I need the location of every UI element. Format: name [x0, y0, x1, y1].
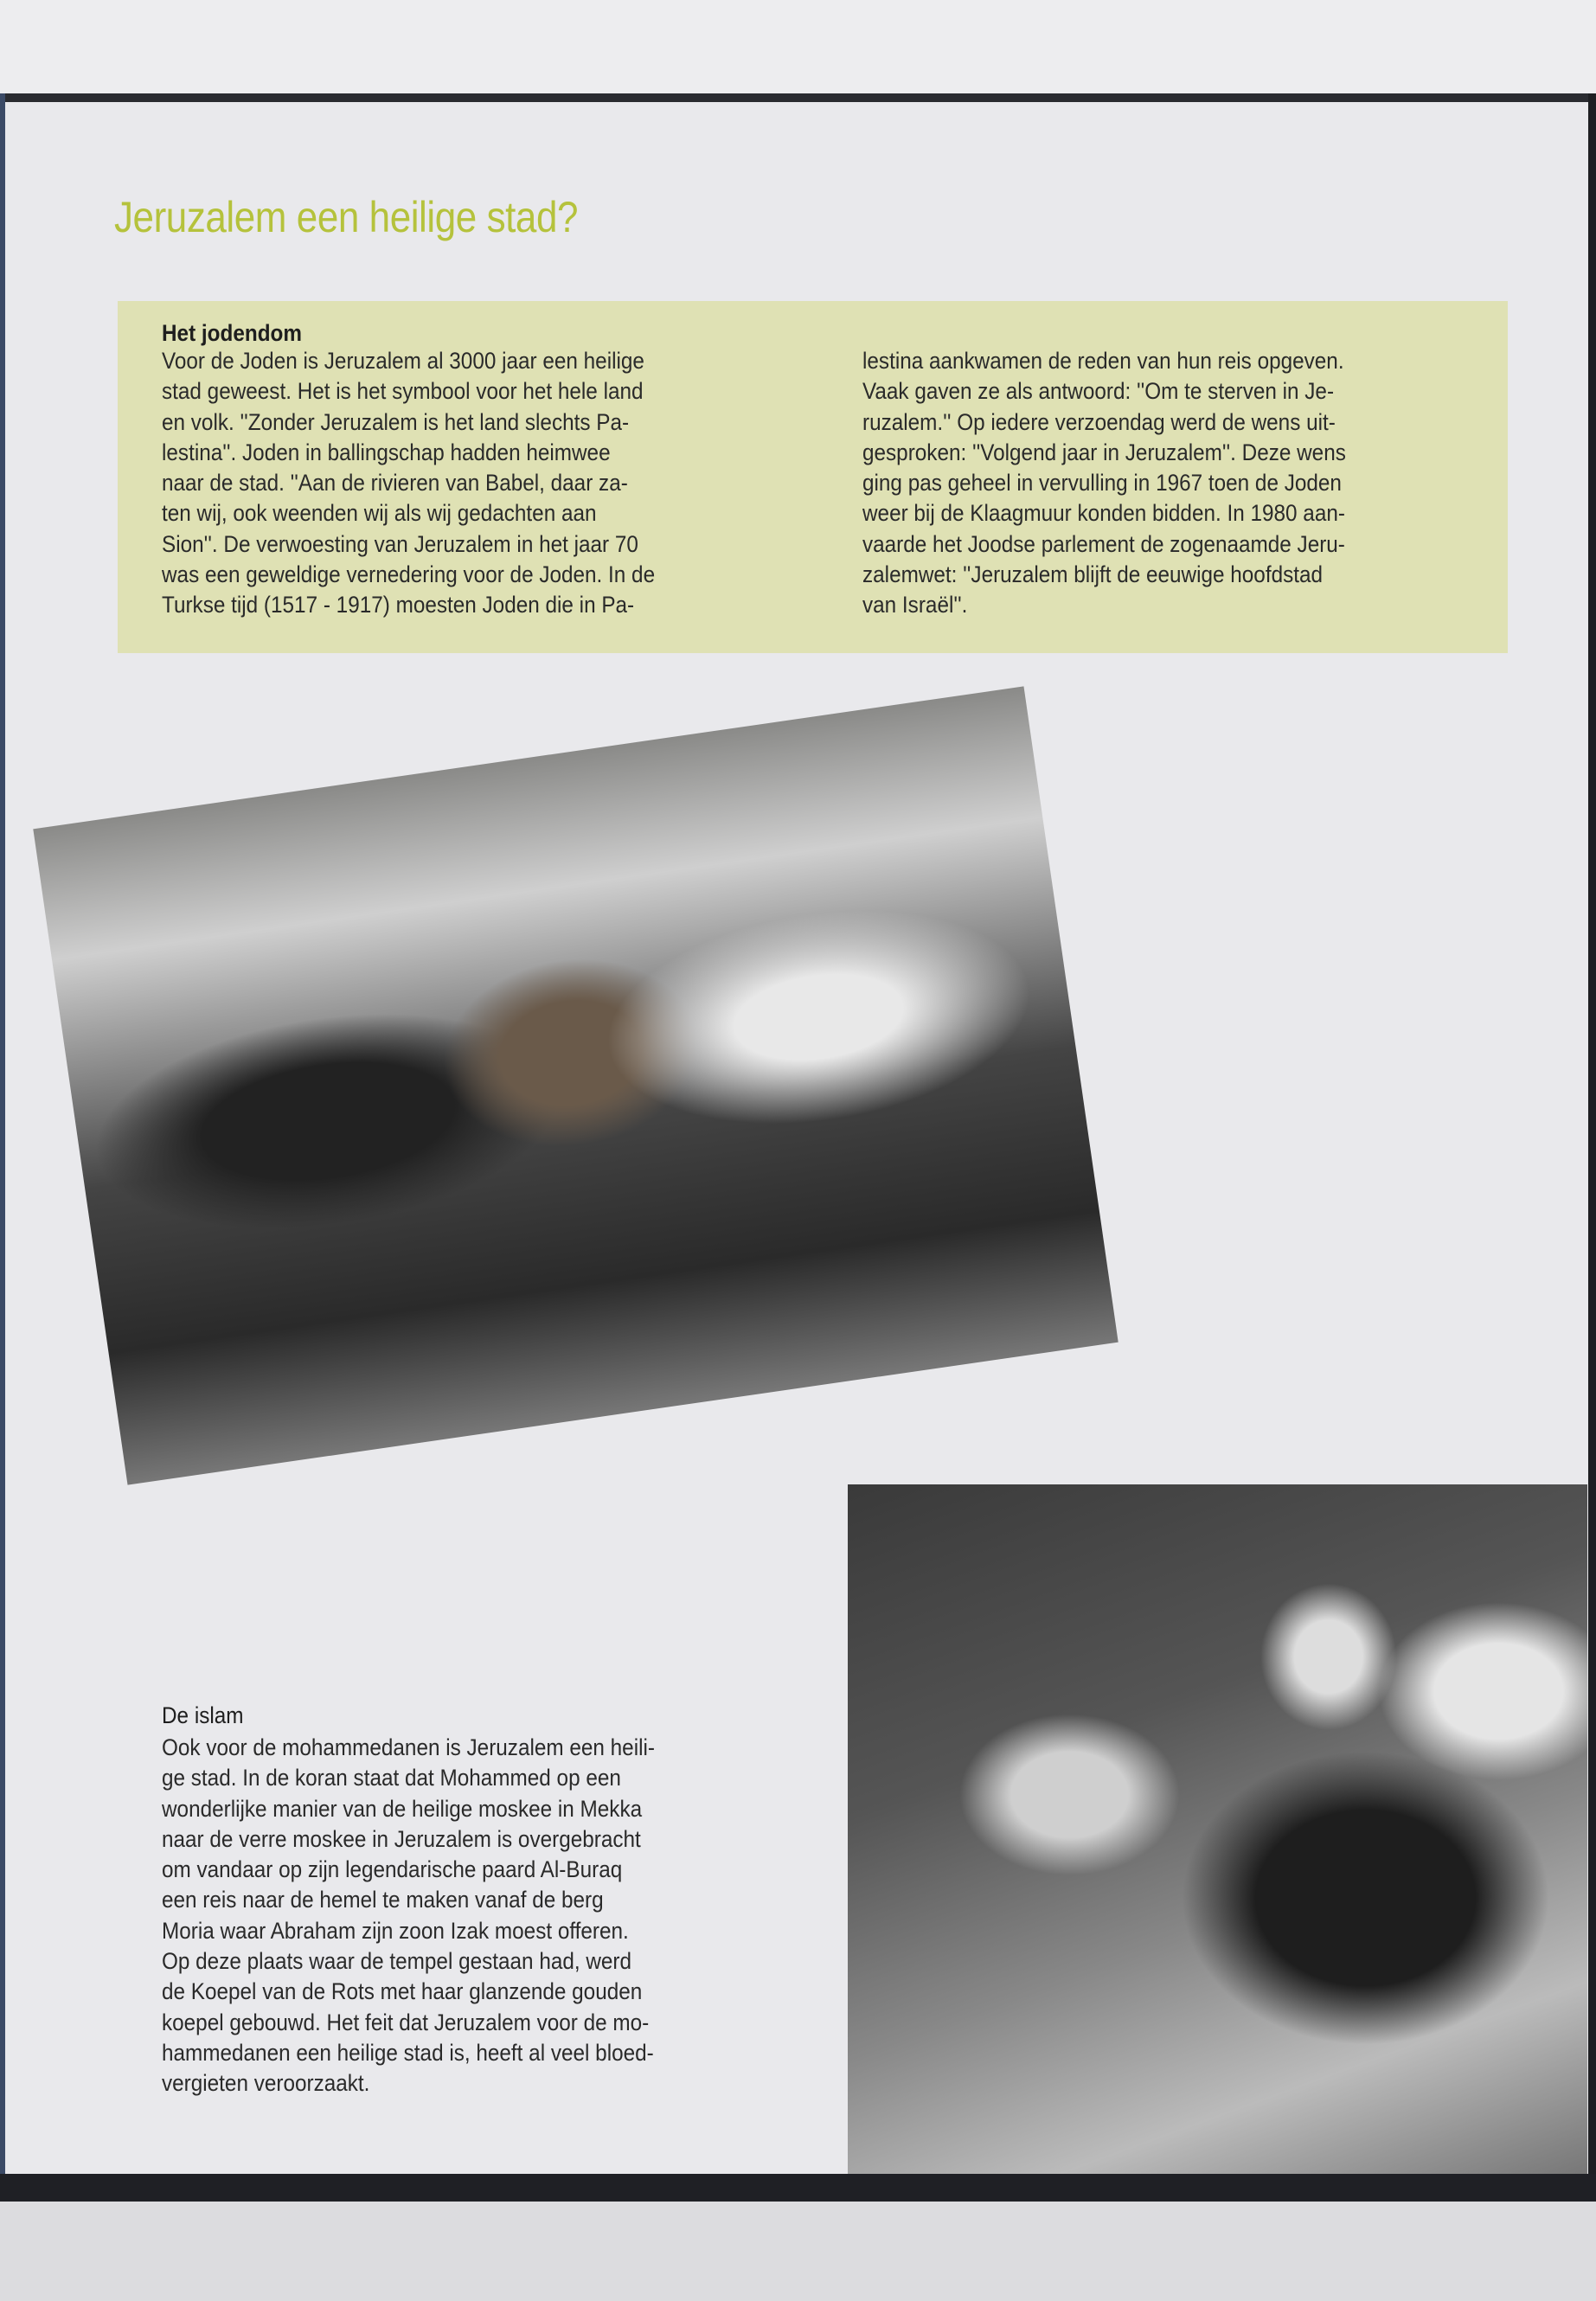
background [0, 2202, 1596, 2301]
photo-muslim-pilgrims [848, 1484, 1587, 2174]
islam-heading: De islam [162, 1702, 244, 1728]
islam-text: Ook voor de mohammedanen is Jeruzalem een heili- ge stad. In de koran staat dat Mohammed op een wonderlijke manier van de heilige moskee in Mekka naar de verre moskee in Jeruzalem is overgebracht om vandaar op zijn legendarische paard Al-Buraq een reis naar de hemel te maken vanaf de berg Moria waar Abraham zijn zoon Izak moest offeren. Op deze plaats waar de tempel gestaan had, werd de Koepel van de Rots met haar glanzende gouden koepel gebouwd. Het feit dat Jeruzalem voor de mo- hammedanen een heilige stad is, heeft al veel bloed- vergieten veroorzaakt. [162, 1734, 655, 2097]
jodendom-text-col1: Voor de Joden is Jeruzalem al 3000 jaar een heilige stad geweest. Het is het symbool voor het hele land en volk. ''Zonder Jeruzalem is het land slechts Pa- lestina''. Joden in ballingschap hadden heimwee naar de stad. ''Aan de rivieren van Babel, daar za- ten wij, ook weenden wij als wij gedachten aan Sion''. De verwoesting van Jeruzalem in het jaar 70 was een geweldige vernedering voor de Joden. In de Turkse tijd (1517 - 1917) moesten Joden die in Pa- [162, 348, 656, 619]
page-title: Jeruzalem een heilige stad? [114, 193, 579, 241]
page-bottom-edge [0, 2174, 1596, 2202]
page-top-edge [0, 93, 1596, 102]
jodendom-heading: Het jodendom [162, 320, 302, 346]
jodendom-text-col2: lestina aankwamen de reden van hun reis opgeven. Vaak gaven ze als antwoord: ''Om te sterven in Je- ruzalem.'' Op iedere verzoendag werd de wens uit- gesproken: ''Volgend jaar in Jeruzalem''. Deze wens ging pas geheel in vervulling in 1967 toen de Joden weer bij de Klaagmuur konden bidden. In 1980 aan- vaarde het Joodse parlement de zogenaamde Jeru- zalemwet: ''Jeruzalem blijft de eeuwige hoofdstad van Israël''. [862, 348, 1346, 619]
photo-torah-procession [33, 686, 1118, 1484]
page-right-edge [1588, 93, 1596, 2204]
